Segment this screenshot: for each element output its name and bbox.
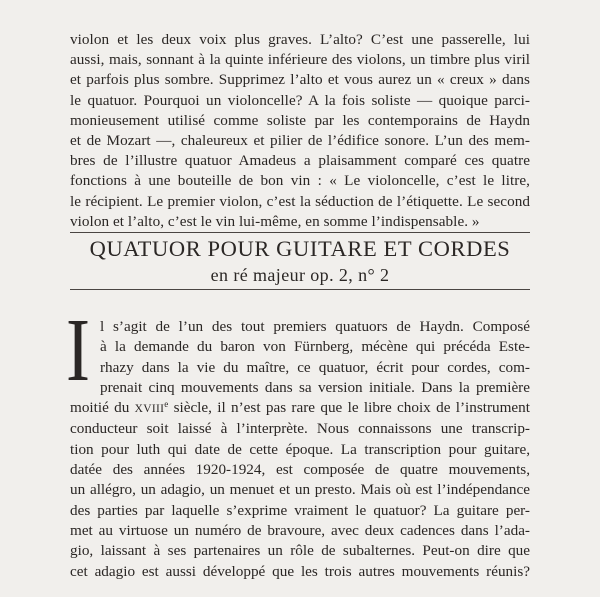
paragraph-line: violon et les deux voix plus graves. L’alto? C’est une passerelle, lui xyxy=(70,31,530,48)
paragraph-line: met au virtuose un numéro de bravoure, avec deux cadences dans l’ada- xyxy=(70,521,530,539)
paragraph-line: bres de l’illustre quatuor Amadeus a plaisamment comparé ces quatre xyxy=(70,152,530,170)
paragraph-line: violon et l’alto, c’est le vin lui-même, en somme l’indispensable. » xyxy=(70,212,480,230)
paragraph-line: un allégro, un adagio, un menuet et un presto. Mais où est l’indépendance xyxy=(70,481,530,499)
paragraph-line: datée des années 1920-1924, est composée de quatre mouvements, xyxy=(70,461,530,479)
paragraph-line xyxy=(70,398,530,419)
paragraph-line: et parfois plus sombre. Supprimez l’alto et vous aurez un « creux » dans xyxy=(70,71,530,89)
paragraph-line: rhazy dans la vie du maître, ce quatuor, écrit pour cordes, com- xyxy=(100,358,530,376)
section-rule-bottom xyxy=(70,289,530,290)
paragraph-line: cet adagio est aussi développé que les trois autres mouvements réunis? xyxy=(70,562,530,580)
paragraph-line: conducteur soit laissé à l’interprète. Nous connaissons une transcrip- xyxy=(70,420,530,438)
drop-cap: I xyxy=(66,301,90,400)
section-title: QUATUOR POUR GUITARE ET CORDES xyxy=(89,236,511,261)
paragraph-line: gio, laissant à ses partenaires un rôle de subalternes. Peut-on dire que xyxy=(70,542,530,560)
paragraph-line: prenait cinq mouvements dans sa version initiale. Dans la première xyxy=(100,378,530,396)
paragraph-line: l s’agit de l’un des tout premiers quatuors de Haydn. Composé xyxy=(100,318,530,335)
paragraph-line: à la demande du baron von Fürnberg, mécène qui précéda Este- xyxy=(100,338,530,356)
century-numeral: XVIII xyxy=(134,403,165,416)
paragraph-line: le quatuor. Pourquoi un violoncelle? A la fois soliste — quoique parci- xyxy=(70,91,530,109)
paragraph-line: aussi, mais, sonnant à la quinte inférieure des violons, un timbre plus viril xyxy=(70,51,530,69)
intro-paragraph xyxy=(70,30,530,232)
paragraph-line: fonctions à une bouteille de bon vin : « Le violoncelle, c’est le litre, xyxy=(70,172,530,190)
main-paragraph xyxy=(70,317,530,582)
line-text: siècle, il n’est pas rare que le libre choix de l’instrument xyxy=(168,399,530,417)
line-text: moitié du xyxy=(70,399,135,417)
paragraph-line: monieusement utilisé comme soliste par les contemporains de Haydn xyxy=(70,111,530,129)
paragraph-line: le récipient. Le premier violon, c’est la séduction de l’étiquette. Le second xyxy=(70,192,530,210)
paragraph-line: des parties par laquelle s’exprime vraiment le quatuor? La guitare per- xyxy=(70,501,530,519)
paragraph-line: et de Mozart —, chaleureux et pilier de l’édifice sonore. L’un des mem- xyxy=(70,132,530,150)
section-subtitle: en ré majeur op. 2, n° 2 xyxy=(210,265,390,285)
paragraph-line: tion pour luth qui date de cette époque. La transcription pour guitare, xyxy=(70,440,530,458)
section-rule-top xyxy=(70,232,530,233)
century-suffix: e xyxy=(164,399,169,410)
